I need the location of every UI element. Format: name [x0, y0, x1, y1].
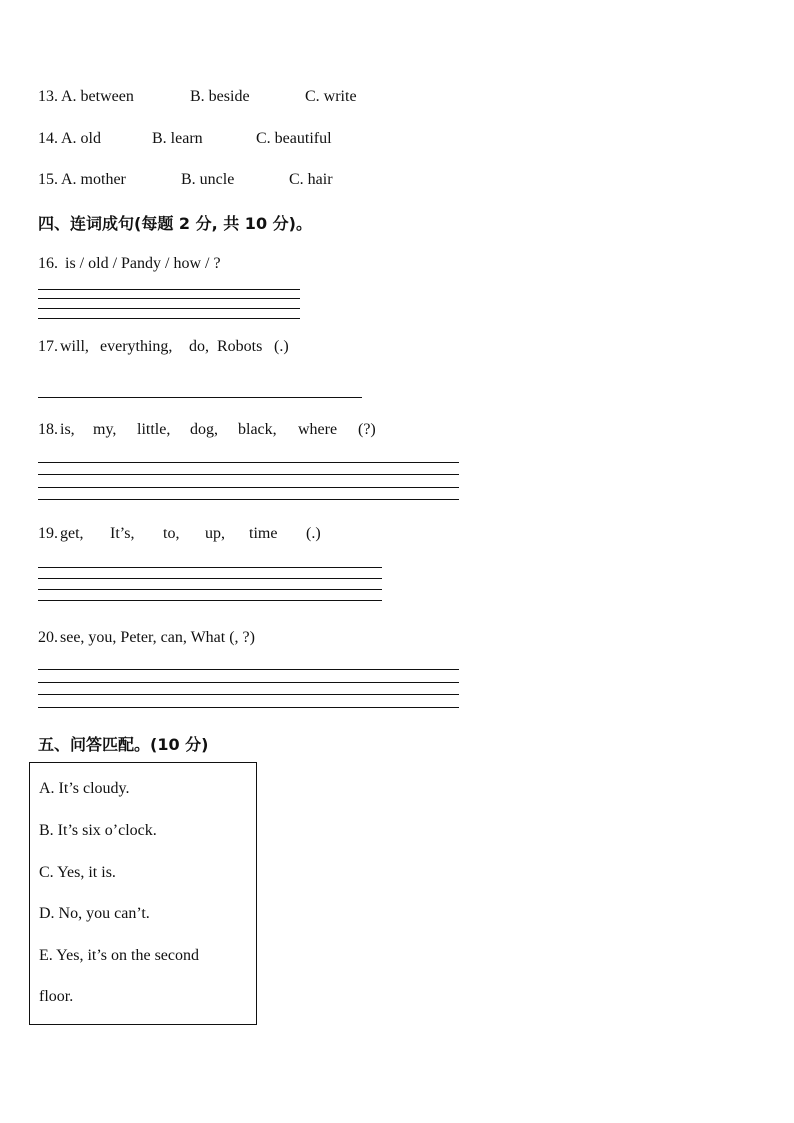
question-word: will, — [60, 338, 89, 355]
answer-line[interactable] — [38, 707, 459, 708]
option-b: B. uncle — [181, 171, 235, 188]
option-a: A. between — [61, 88, 134, 105]
answer-options-box — [29, 762, 257, 1025]
answer-line[interactable] — [38, 694, 459, 695]
answer-line[interactable] — [38, 600, 382, 601]
answer-line[interactable] — [38, 578, 382, 579]
answer-option-b: B. It’s six o’clock. — [39, 822, 157, 839]
option-b: B. learn — [152, 130, 203, 147]
answer-line[interactable] — [38, 589, 382, 590]
answer-line[interactable] — [38, 474, 459, 475]
answer-option-d: D. No, you can’t. — [39, 905, 150, 922]
question-number: 14. — [38, 130, 58, 147]
option-c: C. write — [305, 88, 357, 105]
section-4-title: 四、连词成句(每题 2 分, 共 10 分)。 — [38, 214, 312, 233]
question-words: is / old / Pandy / how / ? — [65, 255, 221, 272]
question-number: 19. — [38, 525, 58, 542]
question-word: to, — [163, 525, 180, 542]
answer-option-c: C. Yes, it is. — [39, 864, 116, 881]
answer-line[interactable] — [38, 318, 300, 319]
question-word: (.) — [274, 338, 289, 355]
question-word: black, — [238, 421, 277, 438]
question-word: (.) — [306, 525, 321, 542]
question-number: 15. — [38, 171, 58, 188]
question-word: everything, — [100, 338, 173, 355]
question-number: 18. — [38, 421, 58, 438]
option-c: C. beautiful — [256, 130, 332, 147]
question-word: up, — [205, 525, 225, 542]
answer-line[interactable] — [38, 308, 300, 309]
question-word: my, — [93, 421, 117, 438]
question-word: (?) — [358, 421, 376, 438]
option-a: A. old — [61, 130, 101, 147]
answer-line[interactable] — [38, 682, 459, 683]
question-word: do, — [189, 338, 209, 355]
question-word: dog, — [190, 421, 218, 438]
question-word: It’s, — [110, 525, 135, 542]
answer-option-e-continued: floor. — [39, 988, 74, 1005]
answer-option-a: A. It’s cloudy. — [39, 780, 130, 797]
question-word: little, — [137, 421, 171, 438]
question-number: 17. — [38, 338, 58, 355]
option-c: C. hair — [289, 171, 333, 188]
question-word: Robots — [217, 338, 263, 355]
question-words: see, you, Peter, can, What (, ?) — [60, 629, 255, 646]
question-word: time — [249, 525, 278, 542]
answer-line[interactable] — [38, 397, 362, 398]
answer-line[interactable] — [38, 298, 300, 299]
option-b: B. beside — [190, 88, 250, 105]
question-number: 16. — [38, 255, 58, 272]
answer-line[interactable] — [38, 289, 300, 290]
option-a: A. mother — [61, 171, 126, 188]
answer-line[interactable] — [38, 462, 459, 463]
section-5-title: 五、问答匹配。(10 分) — [38, 735, 209, 754]
question-number: 20. — [38, 629, 58, 646]
answer-line[interactable] — [38, 567, 382, 568]
answer-line[interactable] — [38, 499, 459, 500]
question-word: is, — [60, 421, 75, 438]
question-number: 13. — [38, 88, 58, 105]
question-word: where — [298, 421, 338, 438]
answer-line[interactable] — [38, 669, 459, 670]
answer-line[interactable] — [38, 487, 459, 488]
question-word: get, — [60, 525, 84, 542]
answer-option-e: E. Yes, it’s on the second — [39, 947, 199, 964]
